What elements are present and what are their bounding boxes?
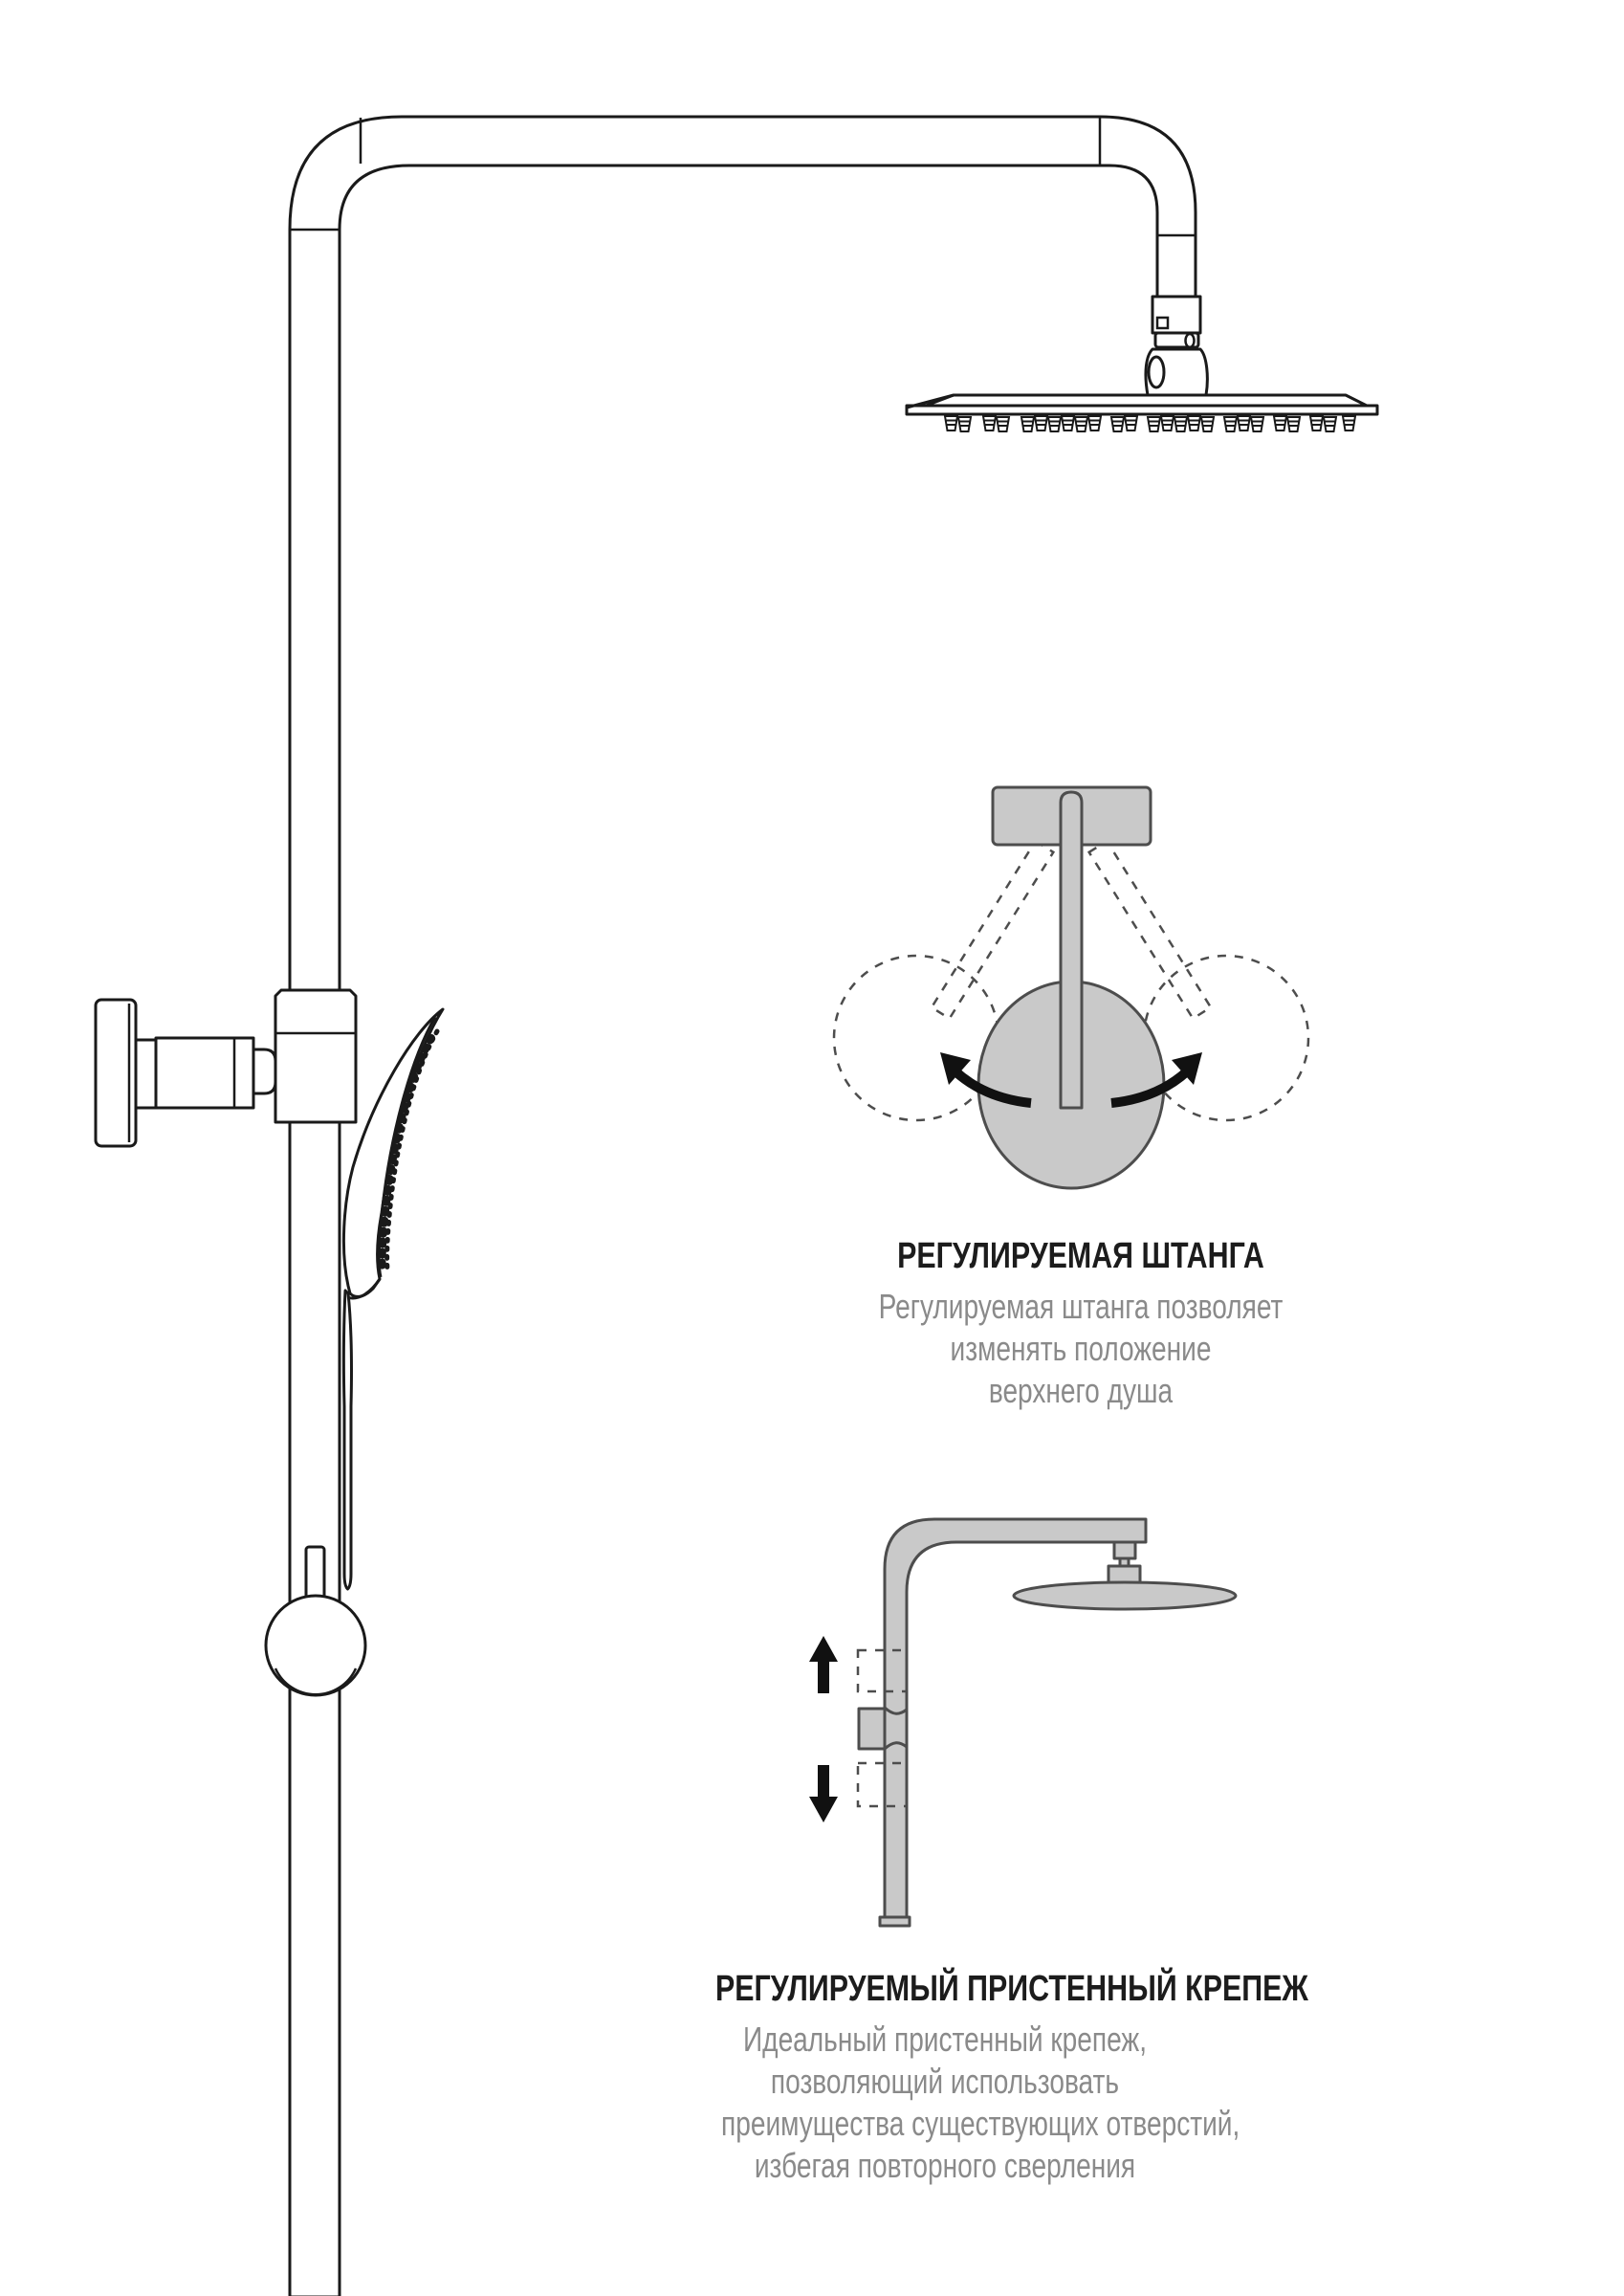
mount-pipe [885,1519,1146,1925]
wall-mount-title: РЕГУЛИРУЕМЫЙ ПРИСТЕННЫЙ КРЕПЕЖ [715,1969,1308,2009]
adjustable-bar-text-line: изменять положение [950,1329,1212,1368]
rain-shower-nozzles [945,416,1355,431]
swing-position-left [834,956,999,1120]
adjustable-bar-figure [834,787,1308,1188]
mount-head-joint [1108,1542,1140,1585]
wall-mount-caption [658,1969,1308,2187]
bar-stem [1061,792,1082,1108]
adjustable-bar-text-line: Регулируемая штанга позволяет [878,1287,1284,1326]
overhead-shower-joint [1146,297,1207,395]
rain-shower-head [907,395,1377,431]
wall-mount-text-line: Идеальный пристенный крепеж, [742,2020,1148,2059]
wall-mount-text-line: преимущества существующих отверстий, [721,2104,1240,2143]
adjustable-bar-title: РЕГУЛИРУЕМАЯ ШТАНГА [897,1236,1264,1276]
wall-bracket [96,990,356,1146]
mount-shower-head [1014,1582,1236,1609]
adjustable-bar-caption [794,1236,1368,1412]
mount-clamp [859,1708,907,1749]
rail-clamp [275,990,356,1122]
mount-pipe-base [880,1917,910,1926]
adjustable-bar-text-line: верхнего душа [988,1371,1174,1410]
slide-up-arrow [809,1636,838,1693]
slide-down-arrow [809,1765,838,1822]
wall-mount-text-line: позволяющий использовать [770,2062,1120,2101]
hand-shower-handle [343,1291,351,1589]
wall-mount-figure [809,1519,1236,1926]
wall-mount-text-line: избегая повторного сверления [754,2146,1136,2185]
